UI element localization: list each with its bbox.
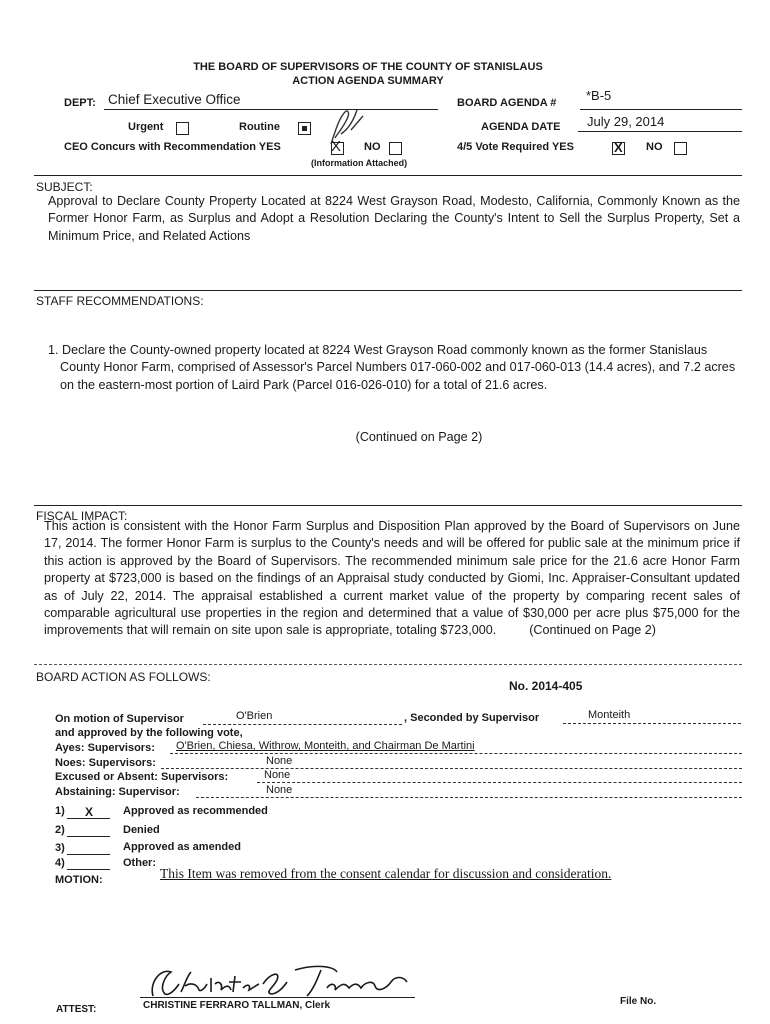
dept-value: Chief Executive Office (108, 92, 241, 107)
motion-text: This Item was removed from the consent calendar for discussion and consideration. (160, 866, 612, 881)
noes-value: None (266, 755, 293, 767)
board-action-number: No. 2014-405 (509, 679, 583, 693)
staff-recommendation-1: 1. Declare the County-owned property located at 8224 West Grayson Road commonly known as the former Stanislaus County Honor Farm, comprised of Assessor's Parcel Numbers 017-060-002 and 017-060-013 (14.4 acres), and 7.2 acres on the eastern-most portion of Laird Park (Parcel 016-026-010) for a total of 21.6 acres. (48, 343, 736, 392)
form-subtitle: ACTION AGENDA SUMMARY (292, 75, 444, 87)
vote-no-label: NO (646, 141, 663, 153)
file-no-label: File No. (620, 996, 657, 1007)
subject-label: SUBJECT: (36, 180, 93, 194)
staff-recommendations-label: STAFF RECOMMENDATIONS: (36, 294, 204, 308)
ceo-concurs-label: CEO Concurs with Recommendation YES (64, 141, 281, 153)
option-4-label: Other: (123, 857, 156, 869)
option-3-num: 3) (55, 842, 65, 854)
seconded-by-label: , Seconded by Supervisor (404, 712, 540, 724)
option-1-label: Approved as recommended (123, 805, 268, 817)
ceo-no-label: NO (364, 141, 381, 153)
motion-label: MOTION: (55, 874, 103, 886)
staff-continued: (Continued on Page 2) (355, 430, 483, 444)
clerk-name: CHRISTINE FERRARO TALLMAN, Clerk (143, 1000, 331, 1011)
ayes-value: O'Brien, Chiesa, Withrow, Monteith, and Chairman De Martini (176, 740, 475, 752)
fiscal-impact-label: FISCAL IMPACT: (36, 509, 128, 523)
form-title: THE BOARD OF SUPERVISORS OF THE COUNTY OF STANISLAUS (193, 61, 543, 73)
urgent-checkbox[interactable] (176, 122, 189, 135)
dept-label: DEPT: (64, 97, 96, 109)
subject-text: Approval to Declare County Property Located at 8224 West Grayson Road, Modesto, California, Commonly Known as the Former Honor Farm, as Surplus and Adopt a Resolution Declaring the County's Intent to Sell the Surplus Property, Set a Minimum Price, and Related Actions (48, 194, 740, 243)
ceo-no-checkbox[interactable] (389, 142, 402, 155)
vote-required-label: 4/5 Vote Required YES (457, 141, 574, 153)
clerk-signature-icon (145, 962, 410, 1002)
agenda-date-label: AGENDA DATE (481, 121, 561, 133)
option-3-label: Approved as amended (123, 841, 241, 853)
attest-label: ATTEST: (56, 1004, 97, 1015)
motion-by-value: O'Brien (236, 710, 273, 722)
option-2-label: Denied (123, 824, 160, 836)
option-2-num: 2) (55, 824, 65, 836)
abstaining-value: None (266, 784, 293, 796)
option-1-num: 1) (55, 805, 65, 817)
noes-label: Noes: Supervisors: (55, 757, 156, 769)
seconded-by-value: Monteith (588, 709, 631, 721)
abstaining-label: Abstaining: Supervisor: (55, 786, 180, 798)
fiscal-continued: (Continued on Page 2) (529, 623, 656, 638)
info-attached-note: (Information Attached) (311, 158, 408, 168)
vote-no-checkbox[interactable] (674, 142, 687, 155)
routine-label: Routine (239, 121, 280, 133)
urgent-label: Urgent (128, 121, 164, 133)
board-agenda-label: BOARD AGENDA # (457, 97, 557, 109)
option-1-mark[interactable]: X (85, 805, 94, 819)
fiscal-impact-text: This action is consistent with the Honor Farm Surplus and Disposition Plan approved by the Board of Supervisors on June 17, 2014. The former Honor Farm is surplus to the County's needs and will be offered for public sale at the minimum price if this action is approved by the Board of Supervisors. The recommended minimum sale price for the 21.6 acre Honor Farm property at $723,000 is based on the findings of an Appraisal study conducted by Giomi, Inc. Appraiser-Consultant updated as of July 22, 2014. The appraisal established a current market value of the property by comparing recent sales of comparable agricultural use properties in the region and determined that a value of $30,000 per acre plus $75,000 for the improvements that will remain on site upon sale is appropriate, totaling $723,000. (Continued on Page 2) (44, 519, 740, 638)
routine-checkbox[interactable] (298, 122, 311, 135)
board-action-label: BOARD ACTION AS FOLLOWS: (36, 670, 211, 684)
vote-yes-checkbox[interactable]: X (612, 142, 625, 155)
option-4-num: 4) (55, 857, 65, 869)
agenda-date-value: July 29, 2014 (587, 114, 665, 129)
board-agenda-value: *B-5 (586, 88, 612, 103)
excused-value: None (264, 769, 291, 781)
ceo-yes-checkbox[interactable]: X (331, 142, 344, 155)
ayes-label: Ayes: Supervisors: (55, 742, 155, 754)
excused-label: Excused or Absent: Supervisors: (55, 771, 229, 783)
approved-vote-line: and approved by the following vote, (55, 727, 243, 739)
motion-by-label: On motion of Supervisor (55, 713, 184, 725)
